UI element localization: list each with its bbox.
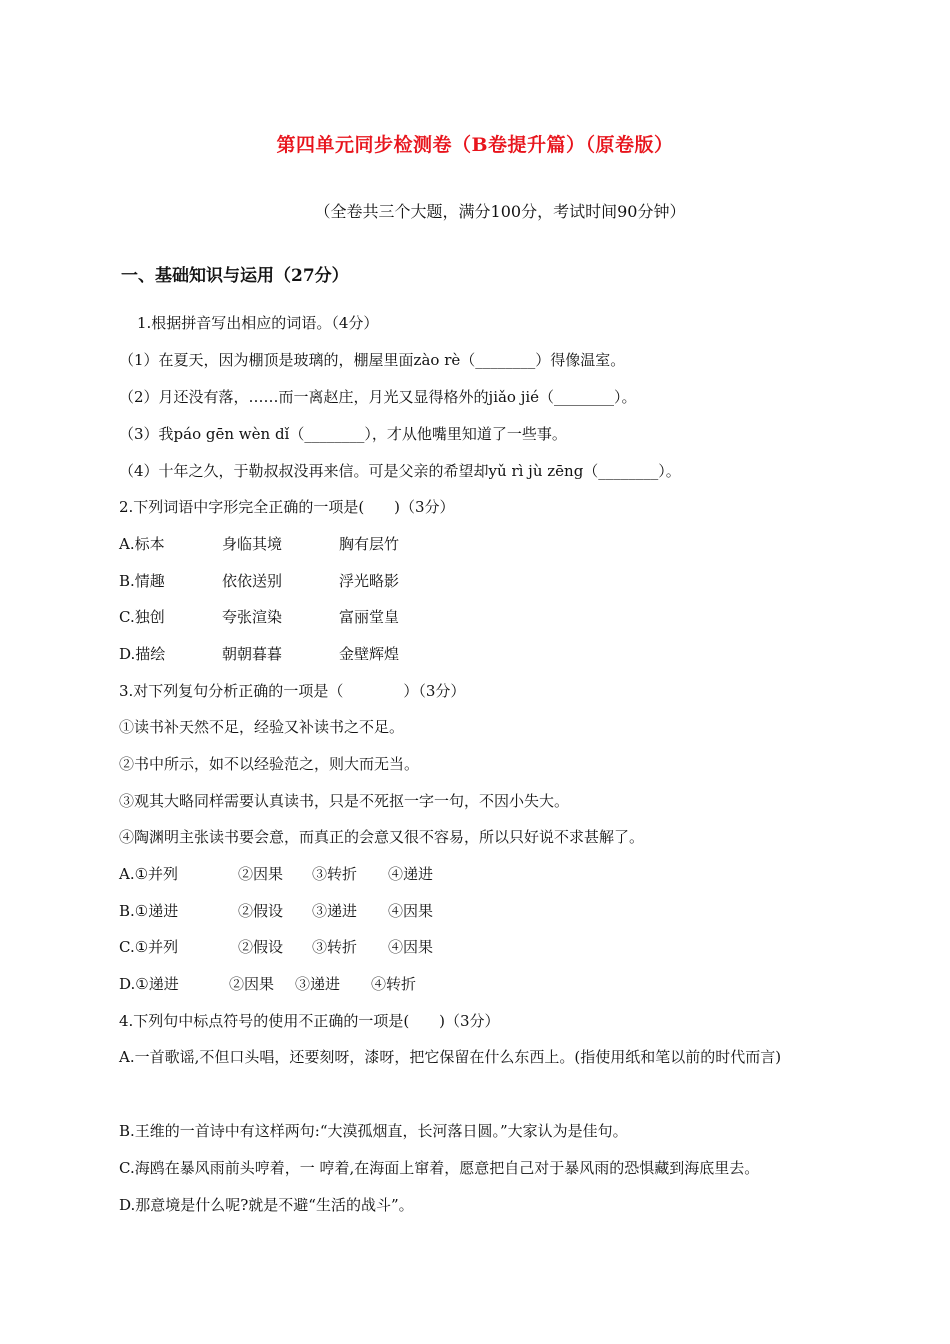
option-part: ③转折: [312, 938, 358, 956]
option-word: 浮光略影: [339, 572, 400, 590]
question-1-item: （4）十年之久，于勒叔叔没再来信。可是父亲的希望却yǔ rì jù zēng（________）。: [119, 462, 681, 480]
option-part: ②假设: [238, 902, 284, 920]
question-3-option: [119, 937, 433, 957]
question-1-stem: 1.根据拼音写出相应的词语。（4分）: [137, 314, 379, 332]
option-word: 富丽堂皇: [339, 608, 400, 626]
question-4-option-b: B.王维的一首诗中有这样两句:“大漠孤烟直，长河落日圆。”大家认为是佳句。: [119, 1122, 628, 1140]
option-word: C.独创: [119, 608, 165, 626]
section-heading: 一、基础知识与运用（27分）: [121, 266, 349, 286]
option-part: ④因果: [388, 938, 434, 956]
question-3-sentence: ①读书补天然不足，经验又补读书之不足。: [119, 718, 405, 736]
question-2-option: [119, 607, 399, 627]
option-part: ④因果: [388, 902, 434, 920]
question-3-stem: 3.对下列复句分析正确的一项是（ ）（3分）: [119, 682, 466, 700]
option-word: D.描绘: [119, 645, 166, 663]
option-word: 胸有层竹: [339, 535, 400, 553]
question-2-stem: 2.下列词语中字形完全正确的一项是( )（3分）: [119, 498, 455, 516]
option-word: 身临其境: [222, 535, 283, 553]
question-2-option: [119, 571, 399, 591]
question-4-option-a: A.一首歌谣,不但口头唱，还要刻呀，漆呀，把它保留在什么东西上。(指使用纸和笔以前的时代而言): [119, 1048, 782, 1066]
question-3-option: [119, 864, 433, 884]
option-part: ④转折: [371, 975, 417, 993]
option-part: A.①并列: [119, 865, 179, 883]
option-part: ②因果: [238, 865, 284, 883]
option-word: 金壁辉煌: [339, 645, 400, 663]
question-4-option-c: C.海鸥在暴风雨前头哼着，一 哼着,在海面上窜着，愿意把自己对于暴风雨的恐惧藏到海底里去。: [119, 1159, 760, 1177]
option-part: ②假设: [238, 938, 284, 956]
question-4-stem: 4.下列句中标点符号的使用不正确的一项是( )（3分）: [119, 1012, 500, 1030]
page-title: 第四单元同步检测卷（B卷提升篇）（原卷版）: [276, 134, 674, 156]
question-3-option: [119, 901, 433, 921]
option-word: 朝朝暮暮: [222, 645, 283, 663]
question-2-option: [119, 534, 399, 554]
option-part: ④递进: [388, 865, 434, 883]
exam-info: （全卷共三个大题，满分100分，考试时间90分钟）: [314, 202, 686, 221]
question-1-item: （2）月还没有落，……而一离赵庄，月光又显得格外的jiǎo jié（________）。: [119, 388, 637, 406]
question-1-item: （3）我páo gēn wèn dǐ（________），才从他嘴里知道了一些事。: [119, 425, 567, 443]
option-part: D.①递进: [119, 975, 179, 993]
question-3-sentence: ④陶渊明主张读书要会意，而真正的会意又很不容易，所以只好说不求甚解了。: [119, 828, 645, 846]
option-word: 依依送别: [222, 572, 283, 590]
option-part: ③递进: [312, 902, 358, 920]
question-3-sentence: ③观其大略同样需要认真读书，只是不死抠一字一句，不因小失大。: [119, 792, 570, 810]
option-word: 夸张渲染: [222, 608, 283, 626]
question-1-item: （1）在夏天，因为棚顶是玻璃的，棚屋里面zào rè（________）得像温室。: [119, 351, 626, 369]
option-part: ③递进: [295, 975, 341, 993]
question-4-option-d: D.那意境是什么呢?就是不避“生活的战斗”。: [119, 1196, 414, 1214]
option-part: ③转折: [312, 865, 358, 883]
option-word: A.标本: [119, 535, 165, 553]
question-2-option: [119, 644, 399, 664]
option-part: B.①递进: [119, 902, 179, 920]
question-3-option: [119, 974, 416, 994]
option-word: B.情趣: [119, 572, 165, 590]
option-part: C.①并列: [119, 938, 179, 956]
question-3-sentence: ②书中所示，如不以经验范之，则大而无当。: [119, 755, 420, 773]
option-part: ②因果: [229, 975, 275, 993]
